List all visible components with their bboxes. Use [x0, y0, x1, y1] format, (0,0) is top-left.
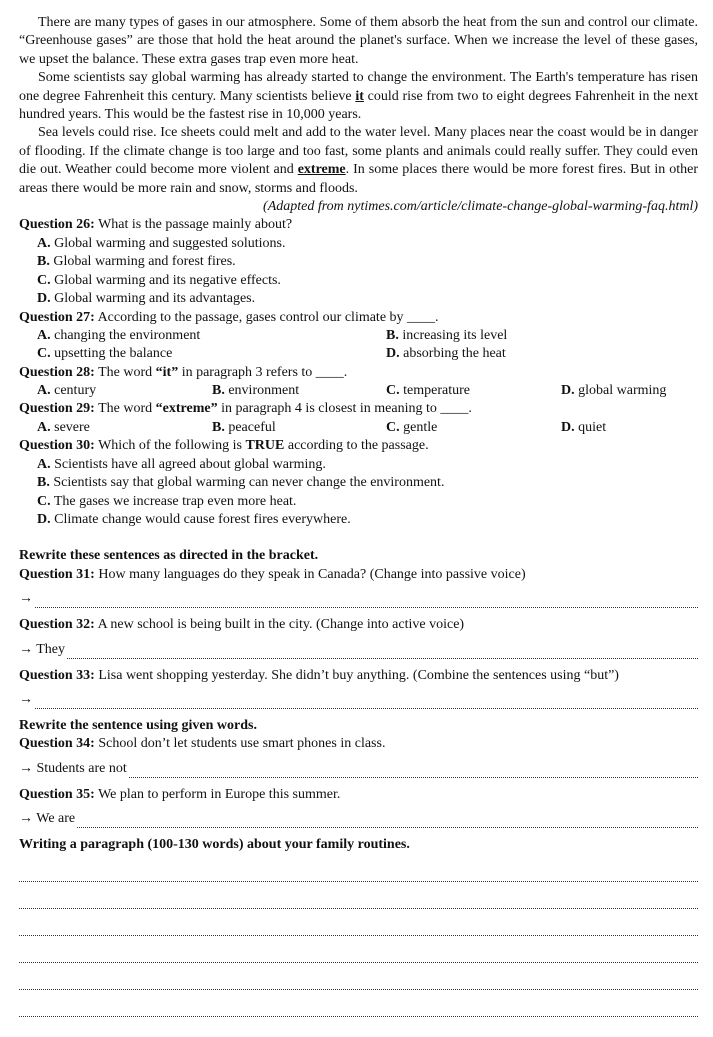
question-33: Question 33: Lisa went shopping yesterday. She didn’t buy anything. (Combine the sentences using “but”): [19, 667, 619, 683]
writing-line-4[interactable]: [19, 936, 698, 963]
passage-citation: (Adapted from nytimes.com/article/climate-change-global-warming-faq.html): [263, 199, 698, 215]
question-29: Question 29: The word “extreme” in paragraph 4 is closest in meaning to ____.: [19, 401, 472, 417]
worksheet-page: [19, 14, 698, 1017]
q29-option-c[interactable]: C. gentle: [386, 419, 438, 435]
section-heading-rewrite: Rewrite these sentences as directed in the bracket.: [19, 548, 319, 564]
section-heading-given-words: Rewrite the sentence using given words.: [19, 717, 257, 733]
q30-option-d[interactable]: D. Climate change would cause forest fires everywhere.: [37, 511, 351, 527]
q28-option-d[interactable]: D. global warming: [561, 383, 667, 399]
q27-options-row-1: [19, 327, 698, 345]
q27-option-c[interactable]: C. upsetting the balance: [37, 346, 173, 362]
q28-option-a[interactable]: A. century: [37, 383, 97, 399]
q33-answer-line[interactable]: →: [19, 691, 698, 709]
writing-line-1[interactable]: [19, 855, 698, 882]
q32-answer-line[interactable]: → They: [19, 641, 698, 659]
section-heading-writing: Writing a paragraph (100-130 words) about your family routines.: [19, 837, 410, 853]
q29-option-b[interactable]: B. peaceful: [212, 419, 276, 435]
question-34: Question 34: School don’t let students use smart phones in class.: [19, 736, 386, 752]
writing-line-6[interactable]: [19, 990, 698, 1017]
question-26: Question 26: What is the passage mainly about?: [19, 217, 293, 233]
q35-answer-line[interactable]: → We are: [19, 810, 698, 828]
q28-option-b[interactable]: B. environment: [212, 383, 300, 399]
writing-line-2[interactable]: [19, 882, 698, 909]
question-35: Question 35: We plan to perform in Europe this summer.: [19, 786, 341, 802]
passage-paragraph-1: There are many types of gases in our atmosphere. Some of them absorb the heat from the sun and control our climate. “Greenhouse gases” are those that hold the heat around the planet's surface. When we increase the level of these gases, we upset the balance. These extra gases trap even more heat.: [19, 15, 698, 67]
q28-options-row: [19, 382, 698, 400]
q26-option-c[interactable]: C. Global warming and its negative effects.: [37, 272, 281, 288]
q27-option-d[interactable]: D. absorbing the heat: [386, 346, 506, 362]
underlined-word-it: it: [355, 88, 364, 104]
q27-option-b[interactable]: B. increasing its level: [386, 327, 508, 343]
q27-options-row-2: [19, 345, 698, 363]
writing-line-3[interactable]: [19, 909, 698, 936]
q30-option-a[interactable]: A. Scientists have all agreed about global warming.: [37, 456, 326, 472]
q26-option-b[interactable]: B. Global warming and forest fires.: [37, 254, 236, 270]
q34-answer-line[interactable]: → Students are not: [19, 760, 698, 778]
passage-paragraph-3: Sea levels could rise. Ice sheets could melt and add to the water level. Many places near the coast would be in danger of flooding. If the climate change is too large and too fast, some plants and animals could really suffer. They could even die out. Weather could become more violent and extreme. In some places there would be more forest fires. But in other areas there would be more rain and snow, storms and floods.: [19, 125, 698, 196]
q28-option-c[interactable]: C. temperature: [386, 383, 470, 399]
underlined-word-extreme: extreme: [297, 162, 346, 178]
q31-answer-line[interactable]: →: [19, 590, 698, 608]
q29-option-a[interactable]: A. severe: [37, 419, 90, 435]
q29-options-row: [19, 419, 698, 437]
q30-option-c[interactable]: C. The gases we increase trap even more heat.: [37, 493, 297, 509]
question-28: Question 28: The word “it” in paragraph 3 refers to ____.: [19, 364, 348, 380]
question-32: Question 32: A new school is being built in the city. (Change into active voice): [19, 617, 465, 633]
q27-option-a[interactable]: A. changing the environment: [37, 327, 201, 343]
q29-option-d[interactable]: D. quiet: [561, 419, 607, 435]
q26-option-a[interactable]: A. Global warming and suggested solutions.: [37, 235, 286, 251]
question-31: Question 31: How many languages do they speak in Canada? (Change into passive voice): [19, 566, 526, 582]
q30-option-b[interactable]: B. Scientists say that global warming can never change the environment.: [37, 475, 445, 491]
writing-line-5[interactable]: [19, 963, 698, 990]
question-27: Question 27: According to the passage, gases control our climate by ____.: [19, 309, 439, 325]
q26-option-d[interactable]: D. Global warming and its advantages.: [37, 291, 256, 307]
question-30: Question 30: Which of the following is TRUE according to the passage.: [19, 438, 429, 454]
passage-paragraph-2: Some scientists say global warming has already started to change the environment. The Earth's temperature has risen one degree Fahrenheit this century. Many scientists believe it could rise from two to eight degrees Fahrenheit in the next hundred years. This would be the fastest rise in 10,000 years.: [19, 70, 698, 123]
